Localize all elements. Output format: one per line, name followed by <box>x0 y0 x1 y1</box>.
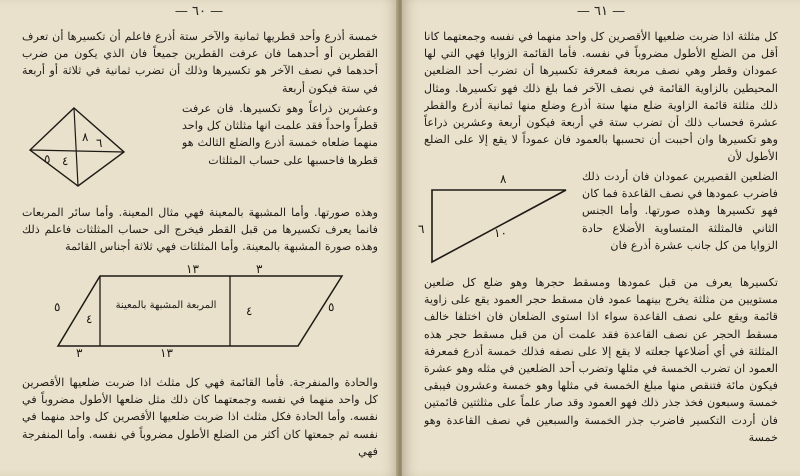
rhombus-label-short: ٦ <box>96 136 103 150</box>
para-top-long: ١٣ <box>186 262 199 276</box>
rhombus-label-side: ٥ <box>44 152 51 166</box>
triangle-label-side: ٦ <box>418 222 425 236</box>
left-text-top: خمسة أذرع وأحد قطريها ثمانية والآخر ستة أذرع فاعلم أن تكسيرها أن تعرف القطرين أو أحدهما فان عرفت القطرين جميعاً فان الذي يكون من ضرب أحدهما في نصف الآخر هو تكسيرها وذلك أن تضرب ثمانية في ثلاثة أو أربعة في ستة فيكون أربعة <box>22 30 378 95</box>
rhombus-diagonal-short <box>74 108 78 186</box>
left-page <box>0 0 398 476</box>
left-text-bottom: والحادة والمنفرجة. فأما القائمة فهي كل مثلث اذا ضربت ضلعيها الأقصرين كل واحد منهما في نفسه وجمعتهما كان ذلك مثل ضلعها الأطول مضروباً في نفسه. وأما الحادة فكل مثلث اذا ضربت ضلعيها الأقصرين كل واحد منهما في نفسه ثم جمعتها كان أكثر من الضلع الأطول مضروباً في نفسه. وأما المنفرجة فهي <box>22 376 378 458</box>
left-text-middle: وهذه صورتها. وأما المشبهة بالمعينة فهي مثال المعينة. وأما سائر المربعات فانما يعرف تكسيرها من قبل القطر فيخرج الى حساب المثلثات فاعلم ذلك وهذه صورة المشبهة بالمعينة. وأما المثلثات فهي ثلاثة أجناس القائمة <box>22 206 378 254</box>
para-left-side: ٥ <box>54 300 61 314</box>
para-bottom-short: ٣ <box>76 346 83 360</box>
right-text-top: كل مثلثة اذا ضربت ضلعيها الأقصرين كل واحد منهما في نفسه وجمعتهما كانا أقل من الضلع الأطول مضروباً في نفسه. فأما القائمة الزوايا فهي التي لها عمودان وقطر وهي نصف مربعة فمعرفة تكسيرها أن تضرب أحد الضلعين المحيطين بالزاوية القائمة في نصف الآخر فما بلغ ذلك فهو تكسيرها. ومثال ذلك مثلثة قائمة الزاوية ضلع منها ستة أذرع وضلع منها ثمانية أذرع والقطر عشرة فحساب ذلك أن تضرب ستة في أربعة فيكون أربعة وعشرين ذراعاً وهو تكسيرها وان أحببت أن تحسبها بالعمود فان عموداً لا يقع إلا على الضلع الأطول لأن <box>424 30 778 164</box>
para-height-left: ٤ <box>86 312 93 326</box>
left-text-side: وعشرين ذراعاً وهو تكسيرها. فان عرفت قطراً واحداً فقد علمت انها مثلثان كل واحد منهما ضلعاه خمسة أذرع والضلع الثالث هو قطرها فاحسبها على حساب المثلثات <box>182 102 378 167</box>
para-height-right: ٤ <box>246 304 253 318</box>
right-page <box>402 0 800 476</box>
rhombus-label-long: ٨ <box>82 130 89 144</box>
rhombus-label-ra: ٤ <box>62 154 69 168</box>
right-text-side: الضلعين القصيرين عمودان فان أردت ذلك فاضرب عمودها في نصف القاعدة فما كان فهو تكسيرها وهذه صورتها. وأما الجنس الثاني فالمثلثة المتساوية الأضلاع حادة الزوايا من كل جانب عشرة أذرع فان <box>582 170 778 252</box>
para-top-short: ٣ <box>256 262 263 276</box>
para-bottom-long: ١٣ <box>160 346 173 360</box>
page-number-right: — ٦١ — <box>576 4 626 19</box>
right-text-bottom: تكسيرها يعرف من قبل عمودها ومسقط حجرها وهو ضلع كل ضلعين مستويين من مثلثة يخرج بينهما عمود فان مسقط حجر العمود يقع على زاوية قائمة ويقع على نصف القاعدة سواء اذا استوى الضلعان فان اختلفا خالف مسقط الحجر عن نصف القاعدة فقد علمت أن من قبل مسقط حجر هذه المثلثة في أي أضلاعها جعلته لا يقع إلا على نصفه فذلك خمسة أذرع فمعرفة العمود ان تضرب الخمسة في مثلها وتضرب أحد الضلعين في مثله وهو عشرة فيكون مائة فتنقص منها مبلغ الخمسة في مثلها وهو خمسة وعشرون فيبقى خمسة وسبعون فخذ جذر ذلك فهو العمود وقد صار علماً على مثلثتين قائمتين فان أردت التكسير فاضرب جذر الخمسة والسبعين في نصف القاعدة وهو خمسة <box>424 276 778 444</box>
page-number-left: — ٦٠ — <box>174 4 224 19</box>
triangle-label-hyp: ١٠ <box>494 226 507 240</box>
para-caption: المربعة المشبهة بالمعينة <box>115 300 217 311</box>
right-triangle-figure <box>414 170 576 270</box>
triangle-label-top: ٨ <box>500 172 507 186</box>
para-right-side: ٥ <box>328 300 335 314</box>
